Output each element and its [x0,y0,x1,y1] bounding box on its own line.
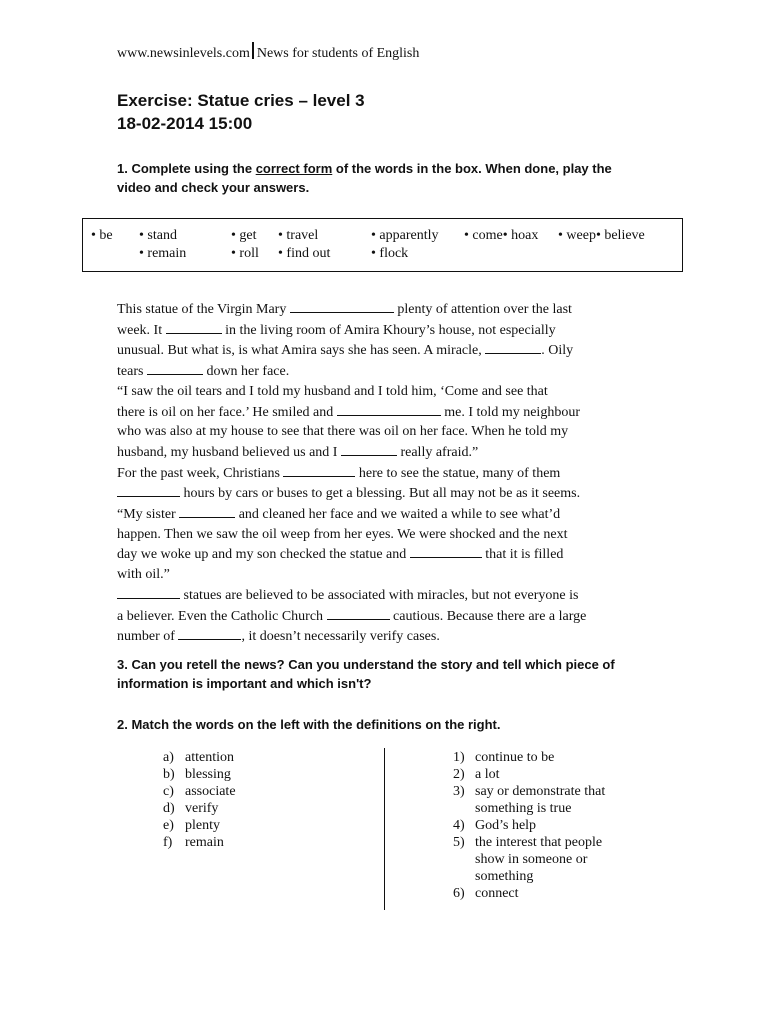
word-item: • stand [139,228,177,243]
match-definition: 4) God’s help [453,818,537,833]
answer-blank[interactable] [117,585,180,599]
answer-blank[interactable] [117,483,180,497]
page-header [117,42,419,63]
word-item: • find out [278,246,331,261]
answer-blank[interactable] [327,606,390,620]
word-item: • flock [371,246,409,261]
match-word: c) associate [163,784,236,799]
site-tagline: News for students of English [256,46,420,61]
match-definition: something [475,869,534,884]
word-item: • apparently [371,228,439,243]
column-divider [384,748,385,910]
answer-blank[interactable] [341,442,397,456]
exercise2-heading: 2. Match the words on the left with the definitions on the right. [117,717,501,732]
word-item: • be [91,228,113,243]
answer-blank[interactable] [178,626,241,640]
answer-blank[interactable] [410,544,482,558]
word-item: • weep• believe [558,228,645,243]
answer-blank[interactable] [485,340,541,354]
match-definition: show in someone or [475,852,588,867]
site-url[interactable]: www.newsinlevels.com [117,46,250,61]
word-item: • remain [139,246,187,261]
match-word: f) remain [163,835,224,850]
word-item: • get [231,228,257,243]
match-definition: 2) a lot [453,767,500,782]
match-definition: 5) the interest that people [453,835,603,850]
title-line: Exercise: Statue cries – level 3 [117,91,365,110]
match-definition: 6) connect [453,886,519,901]
match-definition: something is true [475,801,572,816]
answer-blank[interactable] [147,361,203,375]
match-word: e) plenty [163,818,220,833]
match-word: b) blessing [163,767,231,782]
underlined-phrase: correct form [255,161,333,176]
date-line: 18-02-2014 15:00 [117,114,253,133]
reading-passage: This statue of the Virgin Mary plenty of attention over the last week. It in the living room of Amira Khoury’s house, not especially unusual. But what is, is what Amira says she has seen. A miracle, . Oily tears down her face. “I saw the oil tears and I told my husband and I told him, ‘Come and see that there is oil on her face.’ He smiled and me. I told my neighbour who was also at my house to see that there was oil on her face. When he told my husband, my husband believed us and I really afraid.” For the past week, Christians here to see the statue, many of them hours by cars or buses to get a blessing. But all may not be as it seems. “My sister and cleaned her face and we waited a while to see what’d happen. Then we saw the oil weep from her eyes. We were shocked and the next day we woke up and my son checked the statue and that it is filled with oil.” statues are believed to be associated with miracles, but not everyone is a believer. Even the Catholic Church cautious. Because there are a large number of , it doesn’t necessarily verify cases. [117,299,662,647]
word-item: • come• hoax [464,228,539,243]
header-divider [252,42,254,59]
exercise3-instructions: 3. Can you retell the news? Can you understand the story and tell which piece of information is important and which isn't? [117,657,615,691]
word-item: • roll [231,246,259,261]
exercise-title [117,89,365,135]
answer-blank[interactable] [166,320,222,334]
match-definition: 3) say or demonstrate that [453,784,606,799]
exercise1-instructions: 1. Complete using the correct form of the words in the box. When done, play the video and check your answers. [117,161,612,195]
match-word: a) attention [163,750,234,765]
answer-blank[interactable] [337,402,441,416]
match-definition: 1) continue to be [453,750,555,765]
answer-blank[interactable] [179,504,235,518]
answer-blank[interactable] [290,299,394,313]
match-word: d) verify [163,801,219,816]
word-item: • travel [278,228,319,243]
word-box [82,218,683,272]
answer-blank[interactable] [283,463,355,477]
